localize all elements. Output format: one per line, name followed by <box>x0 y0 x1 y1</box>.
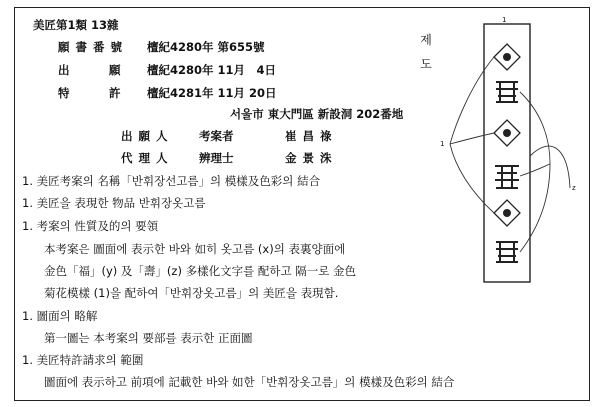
agent-role: 辨理士 <box>199 151 234 165</box>
applicant-role: 考案者 <box>199 129 234 143</box>
applicant-label: 出願人 <box>121 129 174 143</box>
section-nature-body-2: 金色「福」(y) 及「壽」(z) 多樣化文字를 配하고 隔一로 金色 <box>44 264 356 278</box>
classification: 美匠第1類 13雜 <box>33 18 119 32</box>
application-number-value: 檀紀4280年 第655號 <box>147 40 265 54</box>
section-design-name: 1. 美匠考案의 名稱「반휘장선고름」의 模樣及色彩의 結合 <box>22 174 321 188</box>
ribbon-strip <box>484 24 530 282</box>
agent-name: 金景洙 <box>285 151 338 165</box>
figure-number-marker: 1 <box>502 16 507 24</box>
figure-1-drawing <box>410 16 586 286</box>
applicant-name: 崔昌祿 <box>285 129 338 143</box>
figure-label-bottom: 도 <box>420 57 432 71</box>
section-nature-heading: 1. 考案의 性質及的의 要領 <box>22 219 159 233</box>
applicant-address: 서울市 東大門區 新設洞 202番地 <box>230 107 404 121</box>
section-nature-body-3: 菊花模樣 (1)을 配하여「반휘장옷고름」의 美匠을 表現함. <box>44 286 339 300</box>
section-drawing-heading: 1. 圖面의 略解 <box>22 309 98 323</box>
filed-label: 出 願 <box>58 63 135 77</box>
section-claim-heading: 1. 美匠特許請求의 範圍 <box>22 353 144 367</box>
ribbon-drawing <box>410 16 586 286</box>
agent-label: 代理人 <box>121 151 174 165</box>
granted-label: 特 許 <box>58 86 135 100</box>
filed-date: 檀紀4280年 11月 4日 <box>147 63 277 77</box>
section-drawing-body: 第一圖는 本考案의 要部를 表示한 正面圖 <box>44 331 253 345</box>
figure-label-top: 제 <box>420 33 432 47</box>
application-number-label: 願書番號 <box>58 40 128 54</box>
reference-label-right: z <box>572 184 576 192</box>
section-nature-body-1: 本考案은 圖面에 表示한 바와 如히 옷고름 (x)의 表裏양面에 <box>44 242 346 256</box>
reference-label-left: 1 <box>440 140 445 148</box>
granted-date: 檀紀4281年 11月 20日 <box>147 86 277 100</box>
section-article: 1. 美匠을 表現한 物品 반휘장옷고름 <box>22 196 206 210</box>
section-claim-body: 圖面에 表示하고 前項에 記載한 바와 如한「반휘장옷고름」의 模樣及色彩의 結合 <box>44 375 455 389</box>
